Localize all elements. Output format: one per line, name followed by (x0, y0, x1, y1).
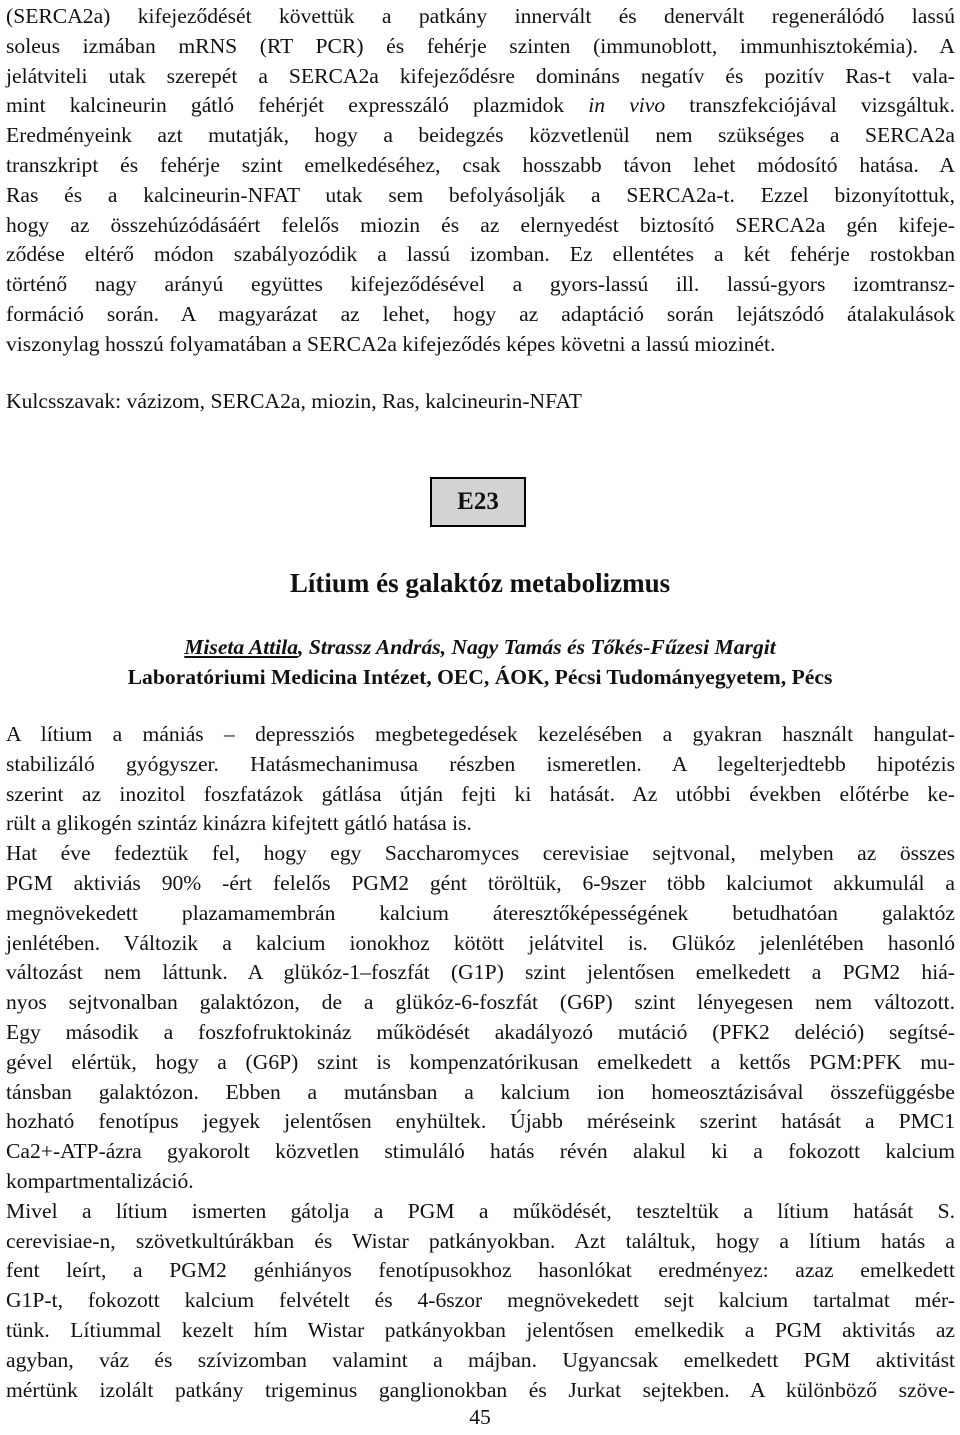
text-line: megnövekedett plazamamembrán kalcium áteresztőképességének betudhatóan galaktóz (6, 900, 955, 925)
text-line: tünk. Lítiummal kezelt hím Wistar patkányokban jelentősen emelkedik a PGM aktivitás az (6, 1317, 955, 1342)
abstract-body (6, 720, 955, 1405)
text-line: Eredményeink azt mutatják, hogy a beidegzés közvetlenül nem szükséges a SERCA2a (6, 123, 955, 148)
co-authors: , Strassz András, Nagy Tamás és Tőkés-Fűzesi Margit (298, 635, 776, 659)
text-line: változást nem láttunk. A glükóz-1–foszfát (G1P) szint jelentősen emelkedett a PGM2 hiá- (6, 960, 955, 985)
text-line: szerint az inozitol foszfatázok gátlása útján fejti ki hatását. Az utóbbi években előtérbe ke- (6, 781, 955, 806)
text-line: gével elértük, hogy a (G6P) szint is kompenzatórikusan emelkedett a kettős PGM:PFK mu- (6, 1049, 955, 1074)
text-line: Hat éve fedeztük fel, hogy egy Saccharomyces cerevisiae sejtvonal, melyben az összes (6, 841, 955, 866)
text-line: cerevisiae-n, szövetkultúrákban és Wistar patkányokban. Azt találtuk, hogy a lítium hatás a (6, 1228, 955, 1253)
text-line: stabilizáló gyógyszer. Hatásmechanimusa részben ismeretlen. A legelterjedtebb hipotézis (6, 751, 955, 776)
text-line: G1P-t, fokozott kalcium felvételt és 4-6szor megnövekedett sejt kalcium tartalmat mér- (6, 1288, 955, 1313)
text-line: rült a glikogén szintáz kinázra kifejtett gátló hatása is. (6, 811, 472, 836)
presenting-author: Miseta Attila (184, 635, 299, 659)
text-line: történő nagy arányú együttes kifejeződésével a gyors-lassú ill. lassú-gyors izomtransz- (6, 272, 955, 297)
text-line: formáció során. A magyarázat az lehet, hogy az adaptáció során lejátszódó átalakulások (6, 301, 955, 326)
page-number: 45 (469, 1405, 491, 1429)
text-line: soleus izmában mRNS (RT PCR) és fehérje szinten (immunoblott, immunhisztokémia). A (6, 33, 955, 58)
text-line (6, 91, 955, 121)
text-line: A lítium a mániás – depressziós megbetegedések kezelésében a gyakran használt hangulat- (6, 722, 955, 746)
text-line: (SERCA2a) kifejeződését követtük a patkány innervált és denervált regenerálódó lassú (6, 4, 955, 28)
keywords-block (6, 387, 955, 417)
text-line: Egy második a foszfofruktokináz működését akadályozó mutáció (PFK2 deléció) segítsé- (6, 1019, 955, 1044)
authors-line (0, 632, 960, 662)
previous-abstract-continuation (6, 2, 955, 360)
text-line: jenlétében. Változik a kalcium ionokhoz kötött jelátvitel is. Glükóz jelenlétében hasonló (6, 930, 955, 955)
keywords-line: Kulcsszavak: vázizom, SERCA2a, miozin, Ras, kalcineurin-NFAT (6, 389, 582, 413)
text-line: hogy az összehúzódásáért felelős miozin és az elernyedést biztosító SERCA2a gén kifeje- (6, 212, 955, 237)
text-line: PGM aktiviás 90% -ért felelős PGM2 gént töröltük, 6-9szer több kalciumot akkumulál a (6, 870, 955, 895)
text-line: nyos sejtvonalban galaktózon, de a glükóz-6-foszfát (G6P) szint lényegesen nem változott. (6, 990, 955, 1015)
abstract-code-box: E23 (430, 477, 526, 527)
italic-in-vivo: in vivo (588, 93, 666, 118)
text-line: hozható fenotípus jegyek jelentősen enyhültek. Újabb méréseink szerint hatását a PMC1 (6, 1109, 955, 1134)
text-segment: transzfekciójával vizsgáltuk. (689, 93, 955, 118)
text-line: agyban, váz és szívizomban valamint a májban. Ugyancsak emelkedett PGM aktivitást (6, 1347, 955, 1372)
institution-line: Laboratóriumi Medicina Intézet, OEC, ÁOK, Pécsi Tudományegyetem, Pécs (127, 665, 833, 689)
text-line: mértünk izolált patkány trigeminus ganglionokban és Jurkat sejtekben. A különböző szöve- (6, 1377, 955, 1402)
text-line: Ras és a kalcineurin-NFAT utak sem befolyásolják a SERCA2a-t. Ezzel bizonyítottuk, (6, 182, 955, 207)
abstract-title: Lítium és galaktóz metabolizmus (289, 568, 671, 598)
text-segment: mint kalcineurin gátló fehérjét expresszáló plazmidok (6, 93, 565, 118)
text-line: fent leírt, a PGM2 génhiányos fenotípusokhoz hasonlókat eredményez: azaz emelkedett (6, 1258, 955, 1283)
text-line: transzkript és fehérje szint emelkedéséhez, csak hosszabb távon lehet módosító hatása. A (6, 152, 955, 177)
text-line: kompartmentalizáció. (6, 1168, 194, 1193)
text-line: tánsban galaktózon. Ebben a mutánsban a kalcium ion homeosztázisával összefüggésbe (6, 1079, 955, 1104)
text-line: Ca2+-ATP-ázra gyakorolt közvetlen stimuláló hatás révén alakul ki a fokozott kalcium (6, 1139, 955, 1164)
text-line: ződése eltérő módon szabályozódik a lassú izomban. Ez ellentétes a két fehérje rostokban (6, 242, 955, 267)
text-line: Mivel a lítium ismerten gátolja a PGM a működését, teszteltük a lítium hatását S. (6, 1198, 955, 1223)
text-line: viszonylag hosszú folyamatában a SERCA2a kifejeződés képes követni a lassú miozinét. (6, 331, 776, 356)
text-line: jelátviteli utak szerepét a SERCA2a kifejeződésre domináns negatív és pozitív Ras-t vala- (6, 63, 955, 88)
